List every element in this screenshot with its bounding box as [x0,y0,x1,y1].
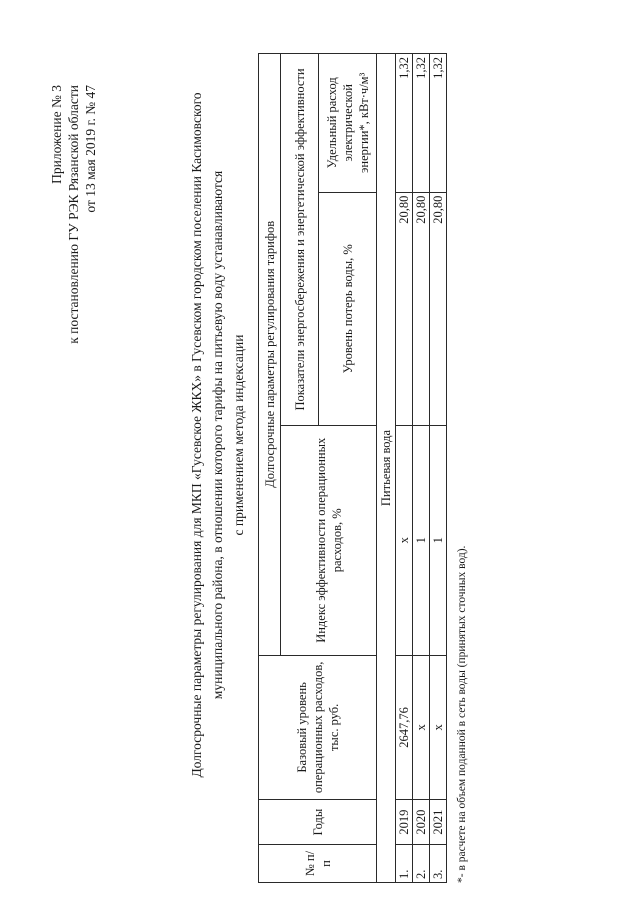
row-num: 2. [413,845,430,883]
header-base-level: Базовый уровень операционных расходов, тыс. руб. [259,655,377,799]
header-efficiency-index: Индекс эффективности операционных расходов, % [281,425,377,655]
header-loss-level: Уровень потерь воды, % [319,192,377,425]
document-title-line1: Долгосрочные параметры регулирования для МКП «Гусевское ЖКХ» в Гусевском городском поселении Касимовского [189,92,204,778]
section-drinking-water: Питьевая вода [377,54,396,883]
row-base: х [413,655,430,799]
header-specific-consumption: Удельный расход электрической энергии*, кВт·ч/м³ [319,54,377,193]
header-num: № п/п [259,845,377,883]
row-loss: 20,80 [396,192,413,425]
parameters-table [258,53,447,883]
footnote: *- в расчете на объем поданной в сеть воды (принятых сточных вод). [456,545,468,883]
table-row [413,54,430,883]
appendix-number: Приложение № 3 [49,85,64,184]
row-spec: 1,32 [430,54,447,193]
row-base: 2647,76 [396,655,413,799]
row-loss: 20,80 [413,192,430,425]
table-row [430,54,447,883]
row-num: 3. [430,845,447,883]
row-base: х [430,655,447,799]
appendix-block [48,85,99,405]
row-index: 1 [413,425,430,655]
header-group: Долгосрочные параметры регулирования тарифов [259,54,281,656]
row-spec: 1,32 [396,54,413,193]
row-spec: 1,32 [413,54,430,193]
document-title-line3: с применением метода индексации [231,334,246,536]
appendix-date: от 13 мая 2019 г. № 47 [83,85,98,213]
row-index: 1 [430,425,447,655]
header-years: Годы [259,800,377,845]
table-row [396,54,413,883]
row-num: 1. [396,845,413,883]
appendix-decree: к постановлению ГУ РЭК Рязанской области [66,85,81,344]
header-energy-group: Показатели энергосбережения и энергетической эффективности [281,54,319,426]
row-index: х [396,425,413,655]
document-title-line2: муниципального района, в отношении которого тарифы на питьевую воду устанавливаются [210,170,225,700]
row-year: 2019 [396,800,413,845]
row-year: 2021 [430,800,447,845]
row-loss: 20,80 [430,192,447,425]
row-year: 2020 [413,800,430,845]
